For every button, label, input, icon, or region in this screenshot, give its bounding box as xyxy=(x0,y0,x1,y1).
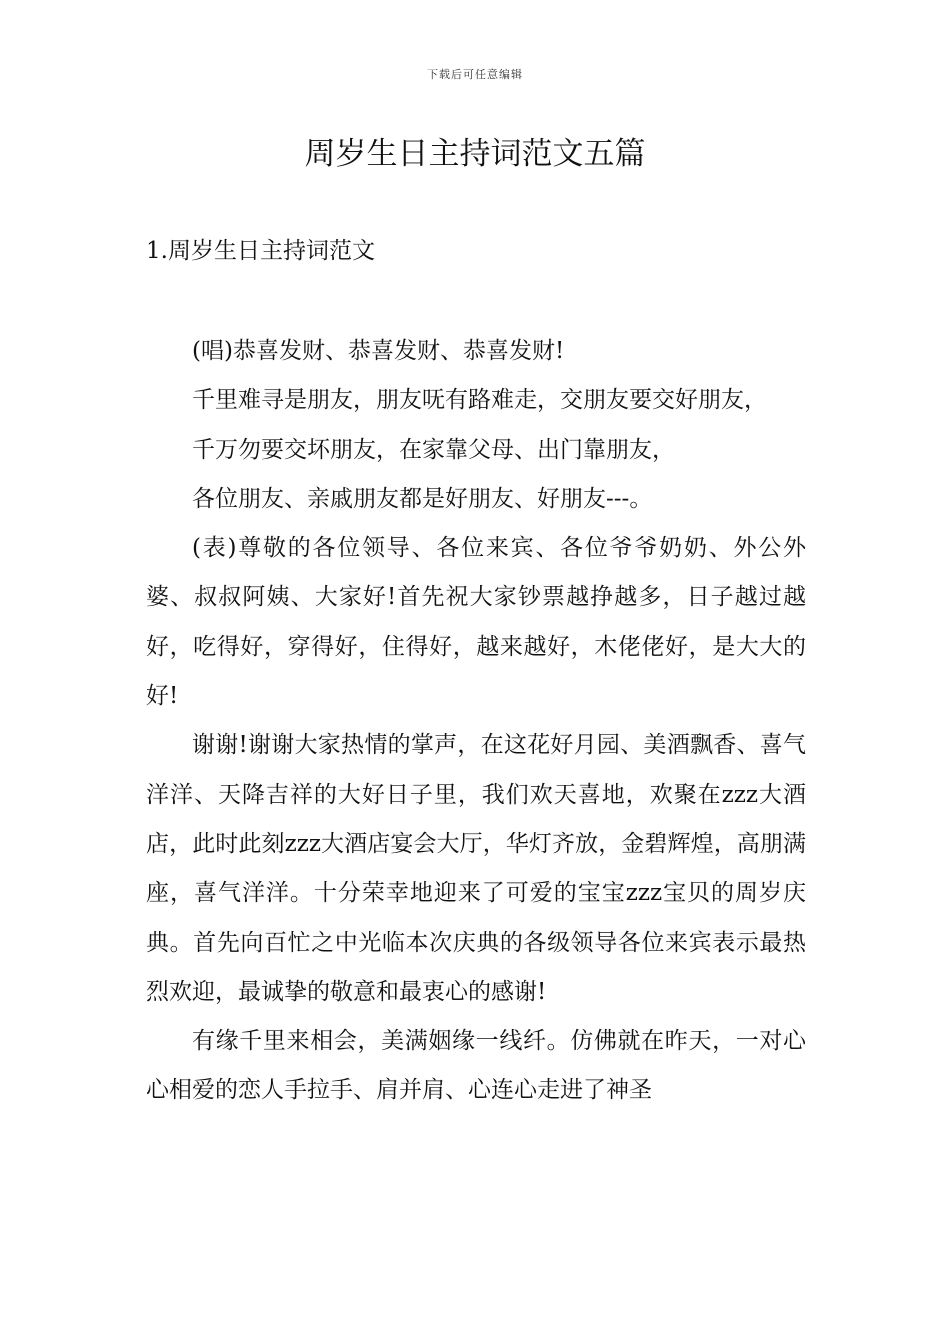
section-heading: 1.周岁生日主持词范文 xyxy=(146,238,375,264)
header-note: 下载后可任意编辑 xyxy=(427,68,523,81)
paragraph: 千里难寻是朋友，朋友呒有路难走，交朋友要交好朋友， xyxy=(192,387,767,414)
paragraph: (表)尊敬的各位领导、各位来宾、各位爷爷奶奶、外公外婆、叔叔阿姨、大家好!首先祝大家钞票越挣越多，日子越过越好，吃得好，穿得好，住得好，越来越好，木佬佬好，是大大的好! xyxy=(146,535,806,710)
body-text xyxy=(146,327,806,1116)
paragraph: 有缘千里来相会，美满姻缘一线纤。仿佛就在昨天，一对心心相爱的恋人手拉手、肩并肩、心连心走进了神圣 xyxy=(146,1028,806,1104)
paragraph: 各位朋友、亲戚朋友都是好朋友、好朋友---。 xyxy=(192,485,653,512)
paragraph: 千万勿要交坏朋友，在家靠父母、出门靠朋友， xyxy=(192,436,675,463)
document-title: 周岁生日主持词范文五篇 xyxy=(304,136,646,172)
paragraph: 谢谢!谢谢大家热情的掌声，在这花好月园、美酒飘香、喜气洋洋、天降吉祥的大好日子里，我们欢天喜地，欢聚在zzz大酒店，此时此刻zzz大酒店宴会大厅，华灯齐放，金碧辉煌，高朋满座，喜气洋洋。十分荣幸地迎来了可爱的宝宝zzz宝贝的周岁庆典。首先向百忙之中光临本次庆典的各级领导各位来宾表示最热烈欢迎，最诚挚的敬意和最衷心的感谢! xyxy=(146,732,806,1005)
paragraph: (唱)恭喜发财、恭喜发财、恭喜发财! xyxy=(192,338,565,364)
